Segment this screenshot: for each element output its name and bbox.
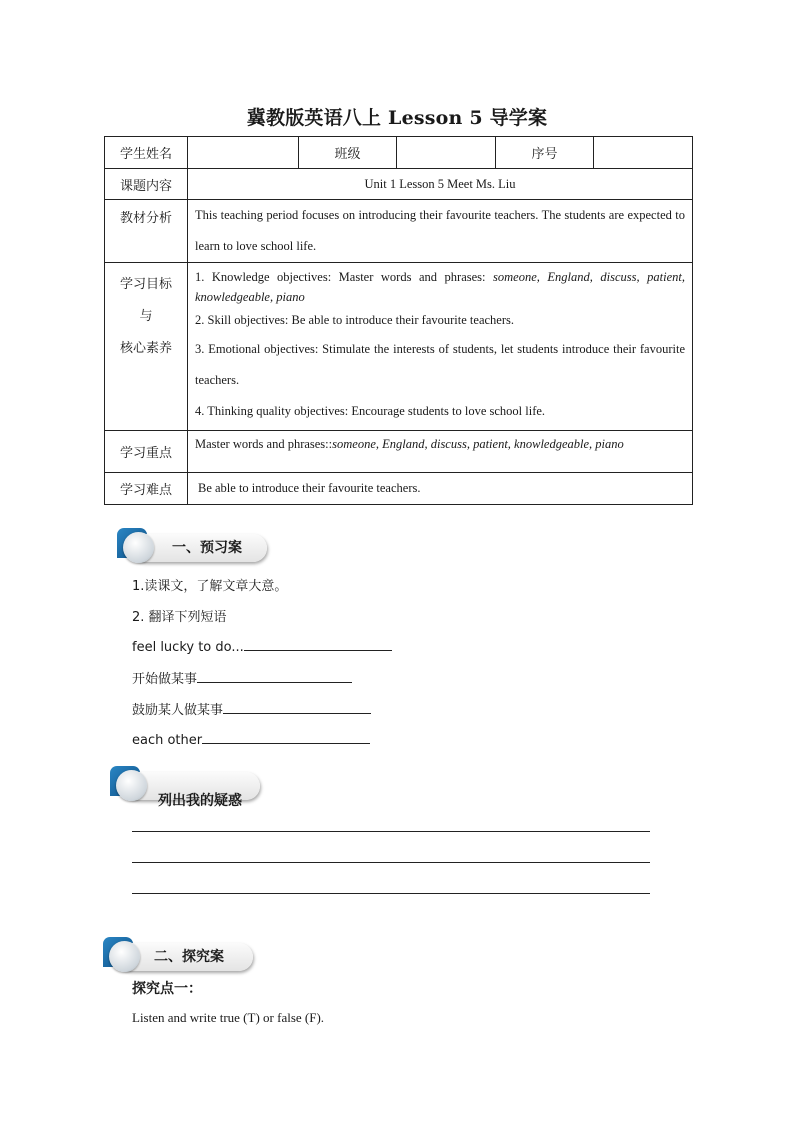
phrase-text: 鼓励某人做某事 xyxy=(132,703,224,718)
preview-item-2: 2. 翻译下列短语 xyxy=(132,610,227,625)
table-row xyxy=(105,200,693,263)
objective-1 xyxy=(195,267,685,307)
goal-label xyxy=(105,263,188,431)
objective-3: 3. Emotional objectives: Stimulate the interests of students, let students introduce their favourite teachers. xyxy=(195,342,685,387)
phrase-line-4 xyxy=(132,730,370,748)
key-label: 学习重点 xyxy=(105,431,188,473)
page-title: 冀教版英语八上 Lesson 5 导学案 xyxy=(246,107,548,129)
section-circle-icon xyxy=(116,770,147,801)
answer-line[interactable] xyxy=(132,831,650,832)
table-row xyxy=(105,473,693,505)
analysis-text: This teaching period focuses on introducing their favourite teachers. The students are expected to learn to love school life. xyxy=(188,200,693,263)
class-label: 班级 xyxy=(299,137,397,169)
section-heading-preview xyxy=(117,532,269,566)
goal-label-line: 核心素养 xyxy=(119,341,172,356)
section-circle-icon xyxy=(109,941,140,972)
table-row xyxy=(105,263,693,431)
section-circle-icon xyxy=(123,532,154,563)
class-cell[interactable] xyxy=(397,137,496,169)
table-row xyxy=(105,169,693,200)
phrase-text: 开始做某事 xyxy=(132,672,198,687)
phrase-line-3 xyxy=(132,699,371,718)
difficulty-text: Be able to introduce their favourite teachers. xyxy=(188,473,693,505)
table-row xyxy=(105,137,693,169)
section-heading-label: 二、探究案 xyxy=(154,949,224,965)
answer-line[interactable] xyxy=(132,893,650,894)
explore-instruction: Listen and write true (T) or false (F). xyxy=(132,1010,325,1025)
section-heading-doubts xyxy=(110,770,262,809)
info-table xyxy=(104,136,693,505)
goal-label-line: 与 xyxy=(139,309,153,324)
difficulty-label: 学习难点 xyxy=(105,473,188,505)
key-cell xyxy=(188,431,693,473)
objective-1-prefix: 1. Knowledge objectives: Master words and phrases: xyxy=(195,270,494,284)
answer-blank[interactable] xyxy=(202,730,370,744)
objective-2: 2. Skill objectives: Be able to introduce their favourite teachers. xyxy=(195,313,514,327)
student-name-label: 学生姓名 xyxy=(105,137,188,169)
phrase-line-2 xyxy=(132,668,352,687)
answer-blank[interactable] xyxy=(244,637,392,651)
objective-1-words: someone, England, discuss, patient, knowledgeable, piano xyxy=(195,270,685,304)
objectives-cell xyxy=(188,263,693,431)
goal-label-line: 学习目标 xyxy=(119,277,172,292)
topic-value: Unit 1 Lesson 5 Meet Ms. Liu xyxy=(188,169,693,200)
seat-cell[interactable] xyxy=(594,137,693,169)
phrase-line-1 xyxy=(132,637,392,655)
section-heading-label: 一、预习案 xyxy=(172,540,242,556)
answer-line[interactable] xyxy=(132,862,650,863)
section-heading-label: 列出我的疑惑 xyxy=(158,793,242,809)
topic-label: 课题内容 xyxy=(105,169,188,200)
analysis-label: 教材分析 xyxy=(105,200,188,263)
table-row xyxy=(105,431,693,473)
section-heading-explore xyxy=(103,941,255,975)
key-prefix: Master words and phrases:: xyxy=(195,437,333,451)
explore-point-1: 探究点一： xyxy=(132,981,202,997)
answer-blank[interactable] xyxy=(223,700,371,714)
preview-item-1: 1.读课文，了解文章大意。 xyxy=(132,579,288,594)
seat-label: 序号 xyxy=(496,137,594,169)
answer-blank[interactable] xyxy=(197,669,352,683)
objective-4: 4. Thinking quality objectives: Encourage students to love school life. xyxy=(195,404,546,418)
key-words: someone, England, discuss, patient, knowledgeable, piano xyxy=(332,437,624,451)
student-name-cell[interactable] xyxy=(188,137,299,169)
phrase-text: each other xyxy=(132,733,203,748)
phrase-text: feel lucky to do... xyxy=(132,640,244,655)
